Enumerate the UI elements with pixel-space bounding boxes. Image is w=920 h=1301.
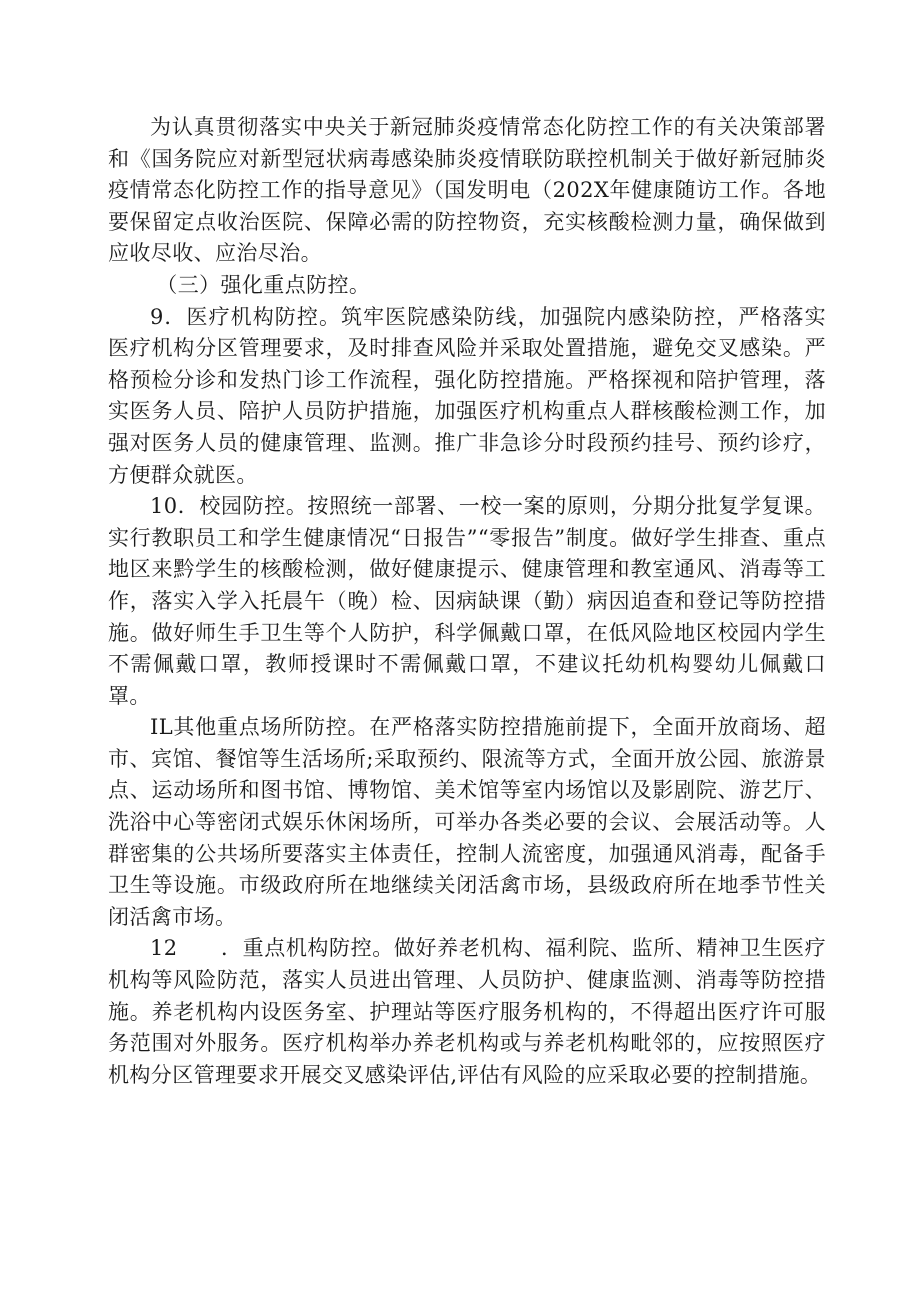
paragraph-key-institutions-prevention: 12 ．重点机构防控。做好养老机构、福利院、监所、精神卫生医疗机构等风险防范，落实人员进出管理、人员防护、健康监测、消毒等防控措施。养老机构内设医务室、护理站等医疗服务机构的，不得超出医疗许可服务范围对外服务。医疗机构举办养老机构或与养老机构毗邻的，应按照医疗机构分区管理要求开展交叉感染评估,评估有风险的应采取必要的控制措施。 xyxy=(108,936,826,1087)
paragraph-campus-prevention: 10．校园防控。按照统一部署、一校一案的原则，分期分批复学复课。实行教职员工和学生健康情况“日报告”“零报告”制度。做好学生排查、重点地区来黔学生的核酸检测，做好健康提示、健康管理和教室通风、消毒等工作，落实入学入托晨午（晚）检、因病缺课（勤）病因追查和登记等防控措施。做好师生手卫生等个人防护，科学佩戴口罩，在低风险地区校园内学生不需佩戴口罩，教师授课时不需佩戴口罩，不建议托幼机构婴幼儿佩戴口罩。 xyxy=(108,494,826,708)
paragraph-medical-institution-prevention: 9．医疗机构防控。筑牢医院感染防线，加强院内感染防控，严格落实医疗机构分区管理要求，及时排查风险并采取处置措施，避免交叉感染。严格预检分诊和发热门诊工作流程，强化防控措施。严格探视和陪护管理，落实医务人员、陪护人员防护措施，加强医疗机构重点人群核酸检测工作，加强对医务人员的健康管理、监测。推广非急诊分时段预约挂号、预约诊疗，方便群众就医。 xyxy=(108,304,826,487)
paragraph-other-key-places-prevention: IL其他重点场所防控。在严格落实防控措施前提下，全面开放商场、超市、宾馆、餐馆等生活场所;采取预约、限流等方式，全面开放公园、旅游景点、运动场所和图书馆、博物馆、美术馆等室内场馆以及影剧院、游艺厅、洗浴中心等密闭式娱乐休闲场所，可举办各类必要的会议、会展活动等。人群密集的公共场所要落实主体责任，控制人流密度，加强通风消毒，配备手卫生等设施。市级政府所在地继续关闭活禽市场，县级政府所在地季节性关闭活禽市场。 xyxy=(108,715,826,929)
paragraph-intro: 为认真贯彻落实中央关于新冠肺炎疫情常态化防控工作的有关决策部署和《国务院应对新型冠状病毒感染肺炎疫情联防联控机制关于做好新冠肺炎疫情常态化防控工作的指导意见》（国发明电（202X年健康随访工作。各地要保留定点收治医院、保障必需的防控物资，充实核酸检测力量，确保做到应收尽收、应治尽治。 xyxy=(108,115,826,266)
section-heading-strengthen-key-prevention: （三）强化重点防控。 xyxy=(156,272,371,297)
document-body xyxy=(108,112,826,1091)
